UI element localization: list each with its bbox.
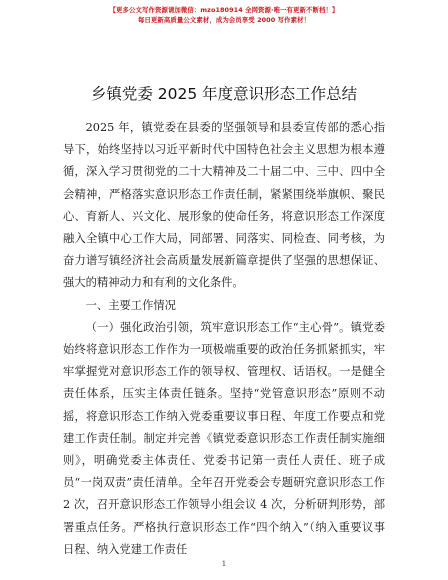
intro-paragraph: 2025 年，镇党委在县委的坚强领导和县委宣传部的悉心指导下，始终坚持以习近平新时代中国特色社会主义思想为根本遵循，深入学习贯彻党的二十大精神及二十届二中、三中、四中全会精神，严格落实意识形态工作责任制，紧紧围绕举旗帜、聚民心、育新人、兴文化、展形象的使命任务，将意识形态工作深度融入全镇中心工作大局，同部署、同落实、同检查、同考核，为奋力谱写镇经济社会高质量发展新篇章提供了坚强的思想保证、强大的精神动力和有利的文化条件。 xyxy=(63,121,385,290)
promo-banner xyxy=(0,5,448,25)
promo-banner-line2: 每日更新高质量公文素材，成为会员享受 2000 写作素材！ xyxy=(137,16,311,24)
document-title: 乡镇党委 2025 年度意识形态工作总结 xyxy=(90,85,358,103)
section-heading: 一、主要工作情况 xyxy=(85,298,176,312)
page-number: 1 xyxy=(221,560,227,568)
body-paragraph: （一）强化政治引领，筑牢意识形态工作“主心骨”。镇党委始终将意识形态工作作为一项极端重要的政治任务抓紧抓实，牢牢掌握党对意识形态工作的领导权、管理权、话语权。一是健全责任体系，压实主体责任链条。坚持“党管意识形态”原则不动摇，将意识形态工作纳入党委重要议事日程、年度工作要点和党建工作责任制。制定并完善《镇党委意识形态工作责任制实施细则》，明确党委主体责任、党委书记第一责任人责任、班子成员“一岗双责”责任清单。全年召开党委会专题研究意识形态工作 2 次，召开意识形态工作领导小组会议 4 次，分析研判形势，部署重点任务。严格执行意识形态工作“四个纳入”（纳入重要议事日程、纳入党建工作责任 xyxy=(63,320,385,556)
document-body xyxy=(63,117,385,561)
promo-banner-line1: 【更多公文写作资源请加微信：mzo180914 全网资源·唯一有更新不断档！】 xyxy=(109,6,339,14)
